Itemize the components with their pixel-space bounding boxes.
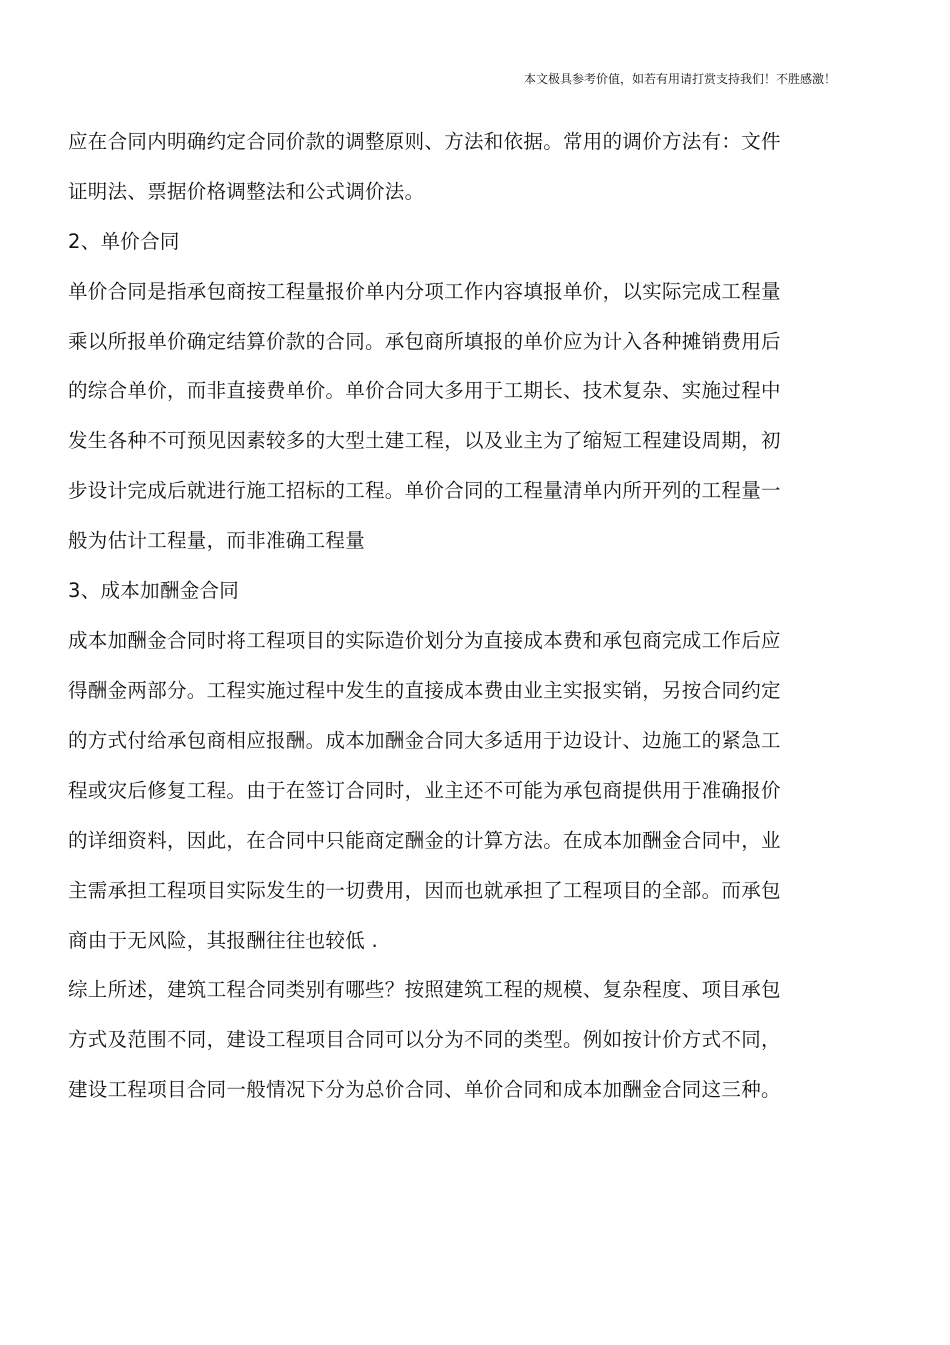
body-line-11: 成本加酬金合同时将工程项目的实际造价划分为直接成本费和承包商完成工作后应 <box>68 629 781 652</box>
body-line-18: 综上所述，建筑工程合同类别有哪些？按照建筑工程的规模、复杂程度、项目承包 <box>68 978 781 1001</box>
body-line-4: 单价合同是指承包商按工程量报价单内分项工作内容填报单价，以实际完成工程量 <box>68 280 781 303</box>
body-line-1: 应在合同内明确约定合同价款的调整原则、方法和依据。常用的调价方法有：文件 <box>68 130 781 153</box>
body-line-9: 般为估计工程量，而非准确工程量 <box>68 529 366 552</box>
body-line-14: 程或灾后修复工程。由于在签订合同时，业主还不可能为承包商提供用于准确报价 <box>68 779 781 802</box>
body-line-12: 得酬金两部分。工程实施过程中发生的直接成本费由业主实报实销，另按合同约定 <box>68 679 781 702</box>
body-line-20: 建设工程项目合同一般情况下分为总价合同、单价合同和成本加酬金合同这三种。 <box>68 1078 781 1101</box>
section-heading-2: 2、单价合同 <box>68 230 180 253</box>
body-line-6: 的综合单价，而非直接费单价。单价合同大多用于工期长、技术复杂、实施过程中 <box>68 379 781 402</box>
body-line-19: 方式及范围不同，建设工程项目合同可以分为不同的类型。例如按计价方式不同， <box>68 1028 781 1051</box>
body-line-7: 发生各种不可预见因素较多的大型土建工程，以及业主为了缩短工程建设周期，初 <box>68 429 781 452</box>
header-note: 本文极具参考价值，如若有用请打赏支持我们！不胜感激！ <box>523 72 836 86</box>
body-line-13: 的方式付给承包商相应报酬。成本加酬金合同大多适用于边设计、边施工的紧急工 <box>68 729 781 752</box>
body-line-15: 的详细资料，因此，在合同中只能商定酬金的计算方法。在成本加酬金合同中，业 <box>68 829 781 852</box>
body-line-8: 步设计完成后就进行施工招标的工程。单价合同的工程量清单内所开列的工程量一 <box>68 479 781 502</box>
body-line-16: 主需承担工程项目实际发生的一切费用，因而也就承担了工程项目的全部。而承包 <box>68 879 781 902</box>
body-line-17: 商由于无风险，其报酬往往也较低 . <box>68 929 378 952</box>
section-heading-3: 3、成本加酬金合同 <box>68 579 240 602</box>
body-line-2: 证明法、票据价格调整法和公式调价法。 <box>68 180 425 203</box>
body-line-5: 乘以所报单价确定结算价款的合同。承包商所填报的单价应为计入各种摊销费用后 <box>68 330 781 353</box>
